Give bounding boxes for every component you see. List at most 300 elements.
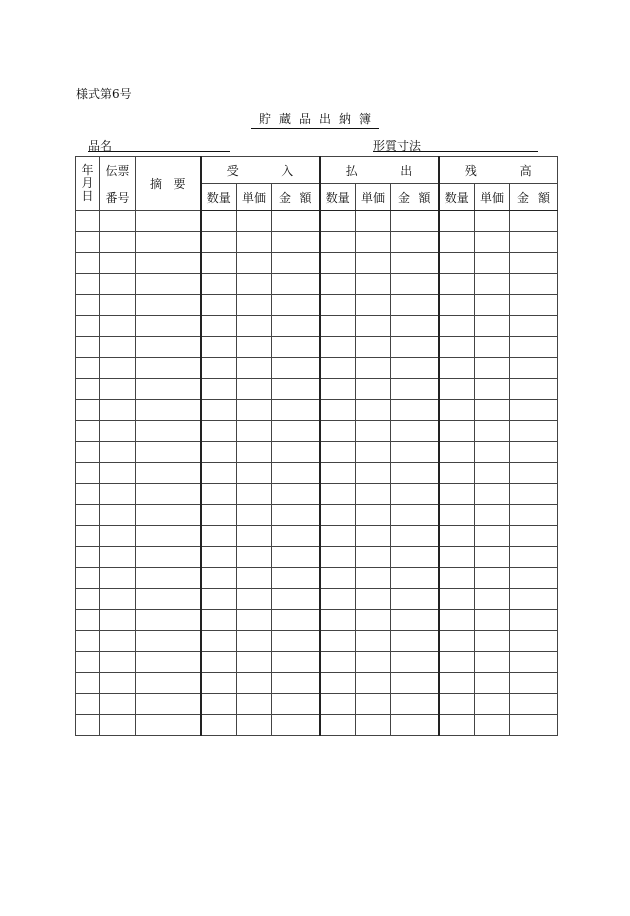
ledger-cell[interactable] bbox=[391, 589, 439, 610]
ledger-cell[interactable] bbox=[439, 463, 475, 484]
ledger-cell[interactable] bbox=[76, 463, 100, 484]
ledger-cell[interactable] bbox=[439, 400, 475, 421]
ledger-cell[interactable] bbox=[272, 568, 320, 589]
ledger-cell[interactable] bbox=[201, 463, 237, 484]
ledger-cell[interactable] bbox=[356, 463, 391, 484]
ledger-cell[interactable] bbox=[136, 316, 201, 337]
ledger-cell[interactable] bbox=[510, 673, 558, 694]
ledger-cell[interactable] bbox=[356, 232, 391, 253]
ledger-cell[interactable] bbox=[100, 526, 136, 547]
ledger-cell[interactable] bbox=[76, 589, 100, 610]
ledger-cell[interactable] bbox=[510, 526, 558, 547]
ledger-cell[interactable] bbox=[201, 400, 237, 421]
ledger-cell[interactable] bbox=[136, 274, 201, 295]
ledger-cell[interactable] bbox=[356, 316, 391, 337]
ledger-cell[interactable] bbox=[475, 211, 510, 232]
ledger-cell[interactable] bbox=[391, 631, 439, 652]
ledger-cell[interactable] bbox=[356, 652, 391, 673]
ledger-cell[interactable] bbox=[439, 253, 475, 274]
ledger-cell[interactable] bbox=[439, 358, 475, 379]
ledger-cell[interactable] bbox=[320, 232, 356, 253]
ledger-cell[interactable] bbox=[439, 589, 475, 610]
ledger-cell[interactable] bbox=[100, 484, 136, 505]
ledger-cell[interactable] bbox=[475, 652, 510, 673]
ledger-cell[interactable] bbox=[356, 505, 391, 526]
ledger-cell[interactable] bbox=[100, 610, 136, 631]
ledger-cell[interactable] bbox=[510, 421, 558, 442]
ledger-cell[interactable] bbox=[510, 652, 558, 673]
ledger-cell[interactable] bbox=[237, 211, 272, 232]
ledger-cell[interactable] bbox=[237, 694, 272, 715]
ledger-cell[interactable] bbox=[391, 337, 439, 358]
ledger-cell[interactable] bbox=[475, 694, 510, 715]
ledger-cell[interactable] bbox=[136, 358, 201, 379]
ledger-cell[interactable] bbox=[201, 715, 237, 736]
ledger-cell[interactable] bbox=[475, 589, 510, 610]
ledger-cell[interactable] bbox=[136, 652, 201, 673]
ledger-cell[interactable] bbox=[475, 295, 510, 316]
ledger-cell[interactable] bbox=[237, 631, 272, 652]
ledger-cell[interactable] bbox=[201, 673, 237, 694]
ledger-cell[interactable] bbox=[356, 610, 391, 631]
ledger-cell[interactable] bbox=[76, 631, 100, 652]
ledger-cell[interactable] bbox=[272, 715, 320, 736]
ledger-cell[interactable] bbox=[237, 505, 272, 526]
ledger-cell[interactable] bbox=[391, 568, 439, 589]
ledger-cell[interactable] bbox=[320, 526, 356, 547]
ledger-cell[interactable] bbox=[439, 484, 475, 505]
ledger-cell[interactable] bbox=[76, 652, 100, 673]
ledger-cell[interactable] bbox=[320, 211, 356, 232]
ledger-cell[interactable] bbox=[510, 379, 558, 400]
ledger-cell[interactable] bbox=[201, 484, 237, 505]
ledger-cell[interactable] bbox=[510, 589, 558, 610]
ledger-cell[interactable] bbox=[356, 547, 391, 568]
ledger-cell[interactable] bbox=[475, 631, 510, 652]
ledger-cell[interactable] bbox=[76, 337, 100, 358]
ledger-cell[interactable] bbox=[272, 337, 320, 358]
ledger-cell[interactable] bbox=[272, 547, 320, 568]
ledger-cell[interactable] bbox=[201, 589, 237, 610]
ledger-cell[interactable] bbox=[320, 274, 356, 295]
ledger-cell[interactable] bbox=[237, 358, 272, 379]
ledger-cell[interactable] bbox=[320, 463, 356, 484]
ledger-cell[interactable] bbox=[272, 526, 320, 547]
ledger-cell[interactable] bbox=[320, 652, 356, 673]
ledger-cell[interactable] bbox=[76, 379, 100, 400]
ledger-cell[interactable] bbox=[475, 337, 510, 358]
ledger-cell[interactable] bbox=[272, 631, 320, 652]
ledger-cell[interactable] bbox=[201, 316, 237, 337]
ledger-cell[interactable] bbox=[320, 421, 356, 442]
ledger-cell[interactable] bbox=[100, 463, 136, 484]
ledger-cell[interactable] bbox=[356, 337, 391, 358]
ledger-cell[interactable] bbox=[100, 442, 136, 463]
ledger-cell[interactable] bbox=[237, 232, 272, 253]
ledger-cell[interactable] bbox=[136, 379, 201, 400]
ledger-cell[interactable] bbox=[510, 610, 558, 631]
ledger-cell[interactable] bbox=[237, 421, 272, 442]
ledger-cell[interactable] bbox=[76, 610, 100, 631]
ledger-cell[interactable] bbox=[391, 211, 439, 232]
ledger-cell[interactable] bbox=[356, 673, 391, 694]
ledger-cell[interactable] bbox=[356, 631, 391, 652]
ledger-cell[interactable] bbox=[439, 316, 475, 337]
ledger-cell[interactable] bbox=[76, 316, 100, 337]
ledger-cell[interactable] bbox=[475, 253, 510, 274]
ledger-cell[interactable] bbox=[320, 484, 356, 505]
ledger-cell[interactable] bbox=[76, 568, 100, 589]
ledger-cell[interactable] bbox=[136, 568, 201, 589]
ledger-cell[interactable] bbox=[356, 253, 391, 274]
ledger-cell[interactable] bbox=[391, 295, 439, 316]
ledger-cell[interactable] bbox=[237, 715, 272, 736]
ledger-cell[interactable] bbox=[237, 463, 272, 484]
ledger-cell[interactable] bbox=[136, 610, 201, 631]
ledger-cell[interactable] bbox=[76, 295, 100, 316]
ledger-cell[interactable] bbox=[391, 253, 439, 274]
ledger-cell[interactable] bbox=[237, 568, 272, 589]
ledger-cell[interactable] bbox=[391, 421, 439, 442]
ledger-cell[interactable] bbox=[510, 274, 558, 295]
ledger-cell[interactable] bbox=[136, 232, 201, 253]
ledger-cell[interactable] bbox=[320, 337, 356, 358]
ledger-cell[interactable] bbox=[136, 421, 201, 442]
ledger-cell[interactable] bbox=[391, 400, 439, 421]
ledger-cell[interactable] bbox=[136, 631, 201, 652]
dimension-field[interactable] bbox=[373, 151, 538, 152]
ledger-cell[interactable] bbox=[475, 463, 510, 484]
ledger-cell[interactable] bbox=[237, 316, 272, 337]
ledger-cell[interactable] bbox=[391, 673, 439, 694]
ledger-cell[interactable] bbox=[439, 715, 475, 736]
ledger-cell[interactable] bbox=[100, 337, 136, 358]
ledger-cell[interactable] bbox=[201, 232, 237, 253]
ledger-cell[interactable] bbox=[475, 379, 510, 400]
ledger-cell[interactable] bbox=[320, 505, 356, 526]
ledger-cell[interactable] bbox=[136, 547, 201, 568]
ledger-cell[interactable] bbox=[391, 484, 439, 505]
ledger-cell[interactable] bbox=[320, 568, 356, 589]
ledger-cell[interactable] bbox=[76, 673, 100, 694]
ledger-cell[interactable] bbox=[237, 253, 272, 274]
ledger-cell[interactable] bbox=[100, 295, 136, 316]
ledger-cell[interactable] bbox=[320, 673, 356, 694]
ledger-cell[interactable] bbox=[475, 505, 510, 526]
ledger-cell[interactable] bbox=[272, 421, 320, 442]
ledger-cell[interactable] bbox=[391, 274, 439, 295]
ledger-cell[interactable] bbox=[475, 526, 510, 547]
ledger-cell[interactable] bbox=[100, 421, 136, 442]
ledger-cell[interactable] bbox=[391, 505, 439, 526]
ledger-cell[interactable] bbox=[136, 442, 201, 463]
ledger-cell[interactable] bbox=[320, 694, 356, 715]
ledger-cell[interactable] bbox=[510, 505, 558, 526]
ledger-cell[interactable] bbox=[439, 442, 475, 463]
ledger-cell[interactable] bbox=[272, 379, 320, 400]
ledger-cell[interactable] bbox=[272, 442, 320, 463]
ledger-cell[interactable] bbox=[76, 694, 100, 715]
ledger-cell[interactable] bbox=[136, 505, 201, 526]
ledger-cell[interactable] bbox=[510, 400, 558, 421]
ledger-cell[interactable] bbox=[272, 295, 320, 316]
ledger-cell[interactable] bbox=[475, 547, 510, 568]
ledger-cell[interactable] bbox=[510, 316, 558, 337]
ledger-cell[interactable] bbox=[510, 694, 558, 715]
ledger-cell[interactable] bbox=[201, 421, 237, 442]
ledger-cell[interactable] bbox=[237, 379, 272, 400]
ledger-cell[interactable] bbox=[237, 337, 272, 358]
ledger-cell[interactable] bbox=[439, 211, 475, 232]
ledger-cell[interactable] bbox=[439, 694, 475, 715]
ledger-cell[interactable] bbox=[272, 400, 320, 421]
ledger-cell[interactable] bbox=[237, 442, 272, 463]
ledger-cell[interactable] bbox=[391, 715, 439, 736]
ledger-cell[interactable] bbox=[201, 505, 237, 526]
ledger-cell[interactable] bbox=[136, 463, 201, 484]
ledger-cell[interactable] bbox=[100, 673, 136, 694]
ledger-cell[interactable] bbox=[320, 631, 356, 652]
ledger-cell[interactable] bbox=[510, 484, 558, 505]
ledger-cell[interactable] bbox=[237, 526, 272, 547]
ledger-cell[interactable] bbox=[320, 253, 356, 274]
ledger-cell[interactable] bbox=[272, 358, 320, 379]
ledger-cell[interactable] bbox=[136, 673, 201, 694]
ledger-cell[interactable] bbox=[356, 484, 391, 505]
ledger-cell[interactable] bbox=[272, 274, 320, 295]
ledger-cell[interactable] bbox=[356, 400, 391, 421]
ledger-cell[interactable] bbox=[100, 631, 136, 652]
ledger-cell[interactable] bbox=[356, 568, 391, 589]
ledger-cell[interactable] bbox=[356, 211, 391, 232]
ledger-cell[interactable] bbox=[439, 526, 475, 547]
ledger-cell[interactable] bbox=[136, 694, 201, 715]
ledger-cell[interactable] bbox=[237, 295, 272, 316]
ledger-cell[interactable] bbox=[439, 337, 475, 358]
ledger-cell[interactable] bbox=[100, 694, 136, 715]
ledger-cell[interactable] bbox=[439, 610, 475, 631]
ledger-cell[interactable] bbox=[439, 421, 475, 442]
ledger-cell[interactable] bbox=[237, 589, 272, 610]
ledger-cell[interactable] bbox=[439, 547, 475, 568]
ledger-cell[interactable] bbox=[475, 442, 510, 463]
ledger-cell[interactable] bbox=[272, 673, 320, 694]
ledger-cell[interactable] bbox=[356, 379, 391, 400]
ledger-cell[interactable] bbox=[320, 358, 356, 379]
ledger-cell[interactable] bbox=[475, 358, 510, 379]
ledger-cell[interactable] bbox=[76, 400, 100, 421]
ledger-cell[interactable] bbox=[76, 253, 100, 274]
ledger-cell[interactable] bbox=[356, 274, 391, 295]
ledger-cell[interactable] bbox=[320, 379, 356, 400]
ledger-cell[interactable] bbox=[201, 211, 237, 232]
ledger-cell[interactable] bbox=[510, 337, 558, 358]
ledger-cell[interactable] bbox=[439, 295, 475, 316]
ledger-cell[interactable] bbox=[76, 442, 100, 463]
ledger-cell[interactable] bbox=[391, 358, 439, 379]
ledger-cell[interactable] bbox=[100, 505, 136, 526]
ledger-cell[interactable] bbox=[100, 715, 136, 736]
ledger-cell[interactable] bbox=[237, 484, 272, 505]
ledger-cell[interactable] bbox=[391, 547, 439, 568]
ledger-cell[interactable] bbox=[439, 379, 475, 400]
ledger-cell[interactable] bbox=[76, 358, 100, 379]
ledger-cell[interactable] bbox=[391, 526, 439, 547]
ledger-cell[interactable] bbox=[100, 232, 136, 253]
ledger-cell[interactable] bbox=[391, 316, 439, 337]
ledger-cell[interactable] bbox=[136, 295, 201, 316]
ledger-cell[interactable] bbox=[76, 211, 100, 232]
ledger-cell[interactable] bbox=[510, 463, 558, 484]
ledger-cell[interactable] bbox=[136, 484, 201, 505]
ledger-cell[interactable] bbox=[320, 610, 356, 631]
ledger-cell[interactable] bbox=[100, 568, 136, 589]
ledger-cell[interactable] bbox=[201, 253, 237, 274]
ledger-cell[interactable] bbox=[76, 232, 100, 253]
ledger-cell[interactable] bbox=[201, 610, 237, 631]
ledger-cell[interactable] bbox=[201, 442, 237, 463]
ledger-cell[interactable] bbox=[136, 715, 201, 736]
ledger-cell[interactable] bbox=[475, 400, 510, 421]
ledger-cell[interactable] bbox=[510, 715, 558, 736]
ledger-cell[interactable] bbox=[272, 316, 320, 337]
ledger-cell[interactable] bbox=[475, 484, 510, 505]
ledger-cell[interactable] bbox=[356, 442, 391, 463]
ledger-cell[interactable] bbox=[439, 631, 475, 652]
ledger-cell[interactable] bbox=[100, 358, 136, 379]
ledger-cell[interactable] bbox=[136, 400, 201, 421]
ledger-cell[interactable] bbox=[391, 232, 439, 253]
ledger-cell[interactable] bbox=[272, 610, 320, 631]
ledger-cell[interactable] bbox=[510, 442, 558, 463]
ledger-cell[interactable] bbox=[272, 253, 320, 274]
ledger-cell[interactable] bbox=[510, 211, 558, 232]
ledger-cell[interactable] bbox=[475, 274, 510, 295]
ledger-cell[interactable] bbox=[272, 211, 320, 232]
ledger-cell[interactable] bbox=[201, 358, 237, 379]
ledger-cell[interactable] bbox=[237, 610, 272, 631]
ledger-cell[interactable] bbox=[76, 715, 100, 736]
ledger-cell[interactable] bbox=[356, 694, 391, 715]
ledger-cell[interactable] bbox=[136, 211, 201, 232]
ledger-cell[interactable] bbox=[76, 484, 100, 505]
ledger-cell[interactable] bbox=[475, 610, 510, 631]
ledger-cell[interactable] bbox=[136, 337, 201, 358]
ledger-cell[interactable] bbox=[356, 589, 391, 610]
ledger-cell[interactable] bbox=[76, 547, 100, 568]
ledger-cell[interactable] bbox=[237, 547, 272, 568]
ledger-cell[interactable] bbox=[100, 652, 136, 673]
ledger-cell[interactable] bbox=[475, 673, 510, 694]
ledger-cell[interactable] bbox=[272, 232, 320, 253]
ledger-cell[interactable] bbox=[320, 547, 356, 568]
ledger-cell[interactable] bbox=[272, 589, 320, 610]
ledger-cell[interactable] bbox=[439, 568, 475, 589]
ledger-cell[interactable] bbox=[356, 358, 391, 379]
ledger-cell[interactable] bbox=[201, 274, 237, 295]
ledger-cell[interactable] bbox=[100, 379, 136, 400]
item-name-field[interactable] bbox=[88, 151, 230, 152]
ledger-cell[interactable] bbox=[320, 316, 356, 337]
ledger-cell[interactable] bbox=[201, 568, 237, 589]
ledger-cell[interactable] bbox=[320, 715, 356, 736]
ledger-cell[interactable] bbox=[201, 547, 237, 568]
ledger-cell[interactable] bbox=[320, 400, 356, 421]
ledger-cell[interactable] bbox=[201, 379, 237, 400]
ledger-cell[interactable] bbox=[201, 631, 237, 652]
ledger-cell[interactable] bbox=[510, 232, 558, 253]
ledger-cell[interactable] bbox=[475, 421, 510, 442]
ledger-cell[interactable] bbox=[356, 526, 391, 547]
ledger-cell[interactable] bbox=[510, 358, 558, 379]
ledger-cell[interactable] bbox=[272, 484, 320, 505]
ledger-cell[interactable] bbox=[510, 631, 558, 652]
ledger-cell[interactable] bbox=[201, 526, 237, 547]
ledger-cell[interactable] bbox=[475, 715, 510, 736]
ledger-cell[interactable] bbox=[201, 652, 237, 673]
ledger-cell[interactable] bbox=[272, 694, 320, 715]
ledger-cell[interactable] bbox=[439, 652, 475, 673]
ledger-cell[interactable] bbox=[356, 715, 391, 736]
ledger-cell[interactable] bbox=[391, 463, 439, 484]
ledger-cell[interactable] bbox=[100, 274, 136, 295]
ledger-cell[interactable] bbox=[237, 400, 272, 421]
ledger-cell[interactable] bbox=[100, 316, 136, 337]
ledger-cell[interactable] bbox=[201, 295, 237, 316]
ledger-cell[interactable] bbox=[510, 253, 558, 274]
ledger-cell[interactable] bbox=[76, 274, 100, 295]
ledger-cell[interactable] bbox=[272, 652, 320, 673]
ledger-cell[interactable] bbox=[237, 652, 272, 673]
ledger-cell[interactable] bbox=[100, 211, 136, 232]
ledger-cell[interactable] bbox=[475, 316, 510, 337]
ledger-cell[interactable] bbox=[100, 400, 136, 421]
ledger-cell[interactable] bbox=[272, 463, 320, 484]
ledger-cell[interactable] bbox=[76, 526, 100, 547]
ledger-cell[interactable] bbox=[320, 589, 356, 610]
ledger-cell[interactable] bbox=[439, 505, 475, 526]
ledger-cell[interactable] bbox=[76, 505, 100, 526]
ledger-cell[interactable] bbox=[136, 253, 201, 274]
ledger-cell[interactable] bbox=[356, 421, 391, 442]
ledger-cell[interactable] bbox=[76, 421, 100, 442]
ledger-cell[interactable] bbox=[136, 526, 201, 547]
ledger-cell[interactable] bbox=[391, 652, 439, 673]
ledger-cell[interactable] bbox=[510, 295, 558, 316]
ledger-cell[interactable] bbox=[320, 442, 356, 463]
ledger-cell[interactable] bbox=[391, 379, 439, 400]
ledger-cell[interactable] bbox=[475, 568, 510, 589]
ledger-cell[interactable] bbox=[201, 337, 237, 358]
ledger-cell[interactable] bbox=[510, 547, 558, 568]
ledger-cell[interactable] bbox=[439, 232, 475, 253]
ledger-cell[interactable] bbox=[237, 274, 272, 295]
ledger-cell[interactable] bbox=[510, 568, 558, 589]
ledger-cell[interactable] bbox=[201, 694, 237, 715]
ledger-cell[interactable] bbox=[391, 610, 439, 631]
ledger-cell[interactable] bbox=[100, 547, 136, 568]
ledger-cell[interactable] bbox=[320, 295, 356, 316]
ledger-cell[interactable] bbox=[439, 673, 475, 694]
ledger-cell[interactable] bbox=[475, 232, 510, 253]
ledger-cell[interactable] bbox=[439, 274, 475, 295]
ledger-cell[interactable] bbox=[356, 295, 391, 316]
ledger-cell[interactable] bbox=[100, 253, 136, 274]
ledger-cell[interactable] bbox=[237, 673, 272, 694]
ledger-cell[interactable] bbox=[391, 694, 439, 715]
ledger-cell[interactable] bbox=[136, 589, 201, 610]
ledger-cell[interactable] bbox=[272, 505, 320, 526]
